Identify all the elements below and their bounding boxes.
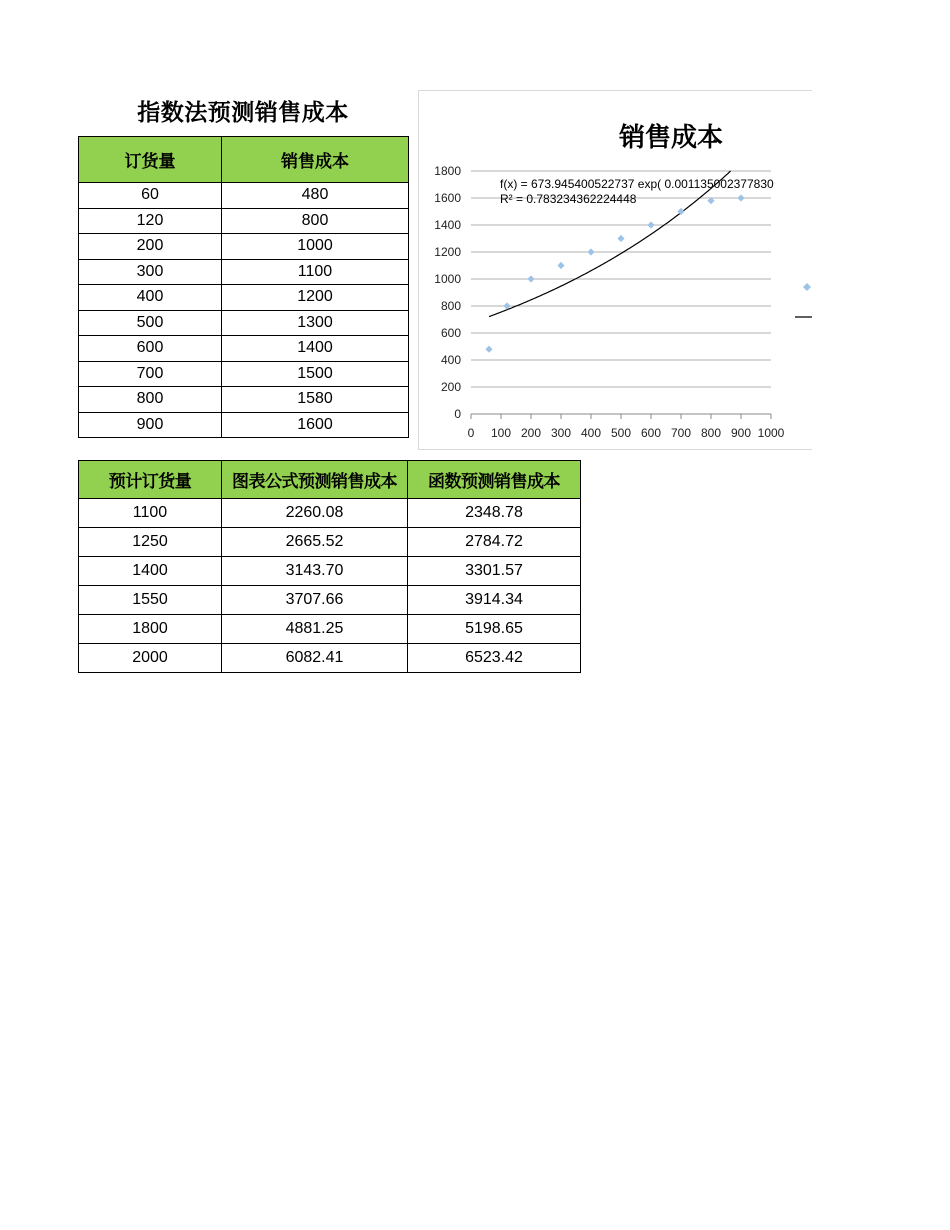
t2-cell[interactable]: 1250 [79, 528, 222, 557]
t2-cell[interactable]: 1400 [79, 557, 222, 586]
t2-cell[interactable]: 2784.72 [408, 528, 581, 557]
y-tick-label: 200 [440, 380, 461, 394]
t1-cell[interactable]: 400 [79, 285, 222, 311]
x-tick-label: 600 [640, 426, 662, 440]
legend-marker-series [803, 283, 811, 291]
data-point [557, 262, 564, 269]
t1-cell[interactable]: 1100 [222, 259, 409, 285]
t2-cell[interactable]: 4881.25 [222, 615, 408, 644]
t1-cell[interactable]: 1500 [222, 361, 409, 387]
t1-cell[interactable]: 500 [79, 310, 222, 336]
x-tick-label: 100 [490, 426, 512, 440]
y-tick-label: 1600 [434, 191, 461, 205]
t2-cell[interactable]: 2348.78 [408, 499, 581, 528]
t2-cell[interactable]: 6523.42 [408, 644, 581, 673]
x-tick-label: 500 [610, 426, 632, 440]
x-tick-label: 700 [670, 426, 692, 440]
t2-cell[interactable]: 2260.08 [222, 499, 408, 528]
data-point [737, 194, 744, 201]
t2-cell[interactable]: 3914.34 [408, 586, 581, 615]
table-row [79, 361, 409, 387]
t2-cell[interactable]: 3707.66 [222, 586, 408, 615]
t2-cell[interactable]: 1800 [79, 615, 222, 644]
table-row [79, 387, 409, 413]
table-row [79, 234, 409, 260]
t1-header-0: 订货量 [79, 137, 222, 183]
page-title: 指数法预测销售成本 [137, 100, 349, 126]
data-point [527, 275, 534, 282]
data-point [647, 221, 654, 228]
t1-cell[interactable]: 1400 [222, 336, 409, 362]
t1-cell[interactable]: 1600 [222, 412, 409, 438]
t1-cell[interactable]: 300 [79, 259, 222, 285]
table-row [79, 310, 409, 336]
table-row [79, 615, 581, 644]
trend-r2: R² = 0.783234362224448 [500, 192, 637, 206]
scatter-chart [419, 91, 812, 449]
x-tick-label: 0 [467, 426, 475, 440]
t1-cell[interactable]: 200 [79, 234, 222, 260]
t2-cell[interactable]: 5198.65 [408, 615, 581, 644]
t1-cell[interactable]: 1300 [222, 310, 409, 336]
chart-title: 销售成本 [619, 123, 724, 153]
table-row [79, 336, 409, 362]
t1-cell[interactable]: 1200 [222, 285, 409, 311]
table-row [79, 183, 409, 209]
x-tick-label: 300 [550, 426, 572, 440]
x-tick-label: 200 [520, 426, 542, 440]
t1-header-1: 销售成本 [222, 137, 409, 183]
table-row [79, 586, 581, 615]
table-row [79, 528, 581, 557]
t1-cell[interactable]: 600 [79, 336, 222, 362]
table-row [79, 499, 581, 528]
t2-header-1: 图表公式预测销售成本 [222, 461, 408, 499]
forecast-table [78, 460, 581, 673]
t2-cell[interactable]: 1100 [79, 499, 222, 528]
y-tick-label: 800 [440, 299, 461, 313]
y-tick-label: 0 [454, 407, 461, 421]
y-tick-label: 1200 [434, 245, 461, 259]
t1-cell[interactable]: 1000 [222, 234, 409, 260]
y-tick-label: 400 [440, 353, 461, 367]
data-point [485, 346, 492, 353]
t2-header-2: 函数预测销售成本 [408, 461, 581, 499]
t1-cell[interactable]: 480 [222, 183, 409, 209]
y-tick-label: 1400 [434, 218, 461, 232]
order-cost-table [78, 136, 409, 438]
data-point [587, 248, 594, 255]
y-tick-label: 1800 [434, 164, 461, 178]
t1-cell[interactable]: 120 [79, 208, 222, 234]
t2-cell[interactable]: 3301.57 [408, 557, 581, 586]
t1-cell[interactable]: 900 [79, 412, 222, 438]
t2-cell[interactable]: 2665.52 [222, 528, 408, 557]
x-tick-label: 400 [580, 426, 602, 440]
t2-cell[interactable]: 2000 [79, 644, 222, 673]
table-row [79, 557, 581, 586]
chart-area[interactable] [418, 90, 812, 450]
t2-cell[interactable]: 3143.70 [222, 557, 408, 586]
x-tick-label: 800 [700, 426, 722, 440]
y-tick-label: 1000 [434, 272, 461, 286]
t1-cell[interactable]: 800 [222, 208, 409, 234]
t2-cell[interactable]: 6082.41 [222, 644, 408, 673]
t1-cell[interactable]: 800 [79, 387, 222, 413]
trend-equation: f(x) = 673.945400522737 exp( 0.001135002377830 [500, 177, 774, 191]
x-tick-label: 900 [730, 426, 752, 440]
table-row [79, 412, 409, 438]
t1-cell[interactable]: 60 [79, 183, 222, 209]
t2-header-0: 预计订货量 [79, 461, 222, 499]
t2-cell[interactable]: 1550 [79, 586, 222, 615]
table-row [79, 259, 409, 285]
x-tick-label: 1000 [757, 426, 785, 440]
table-row [79, 208, 409, 234]
data-point [617, 235, 624, 242]
y-tick-label: 600 [440, 326, 461, 340]
table-row [79, 285, 409, 311]
t1-cell[interactable]: 700 [79, 361, 222, 387]
t1-cell[interactable]: 1580 [222, 387, 409, 413]
table-row [79, 644, 581, 673]
